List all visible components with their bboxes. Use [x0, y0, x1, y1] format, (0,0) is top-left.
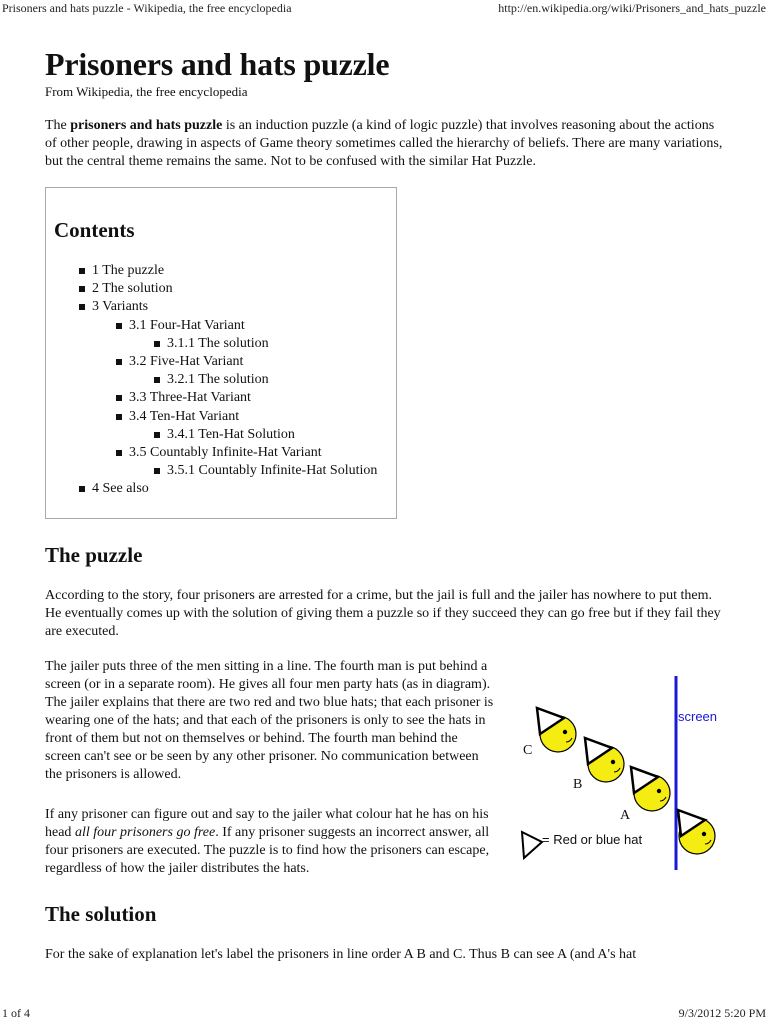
label-c: C [523, 743, 533, 758]
toc-item[interactable]: 3 Variants [46, 298, 396, 316]
prisoners-diagram-svg [515, 672, 740, 872]
intro-text-pre: The [45, 118, 71, 133]
p3-text-pre: If any prisoner can figure out and say to the jailer what colour hat he has on his head [45, 807, 489, 840]
screen-label: screen [678, 709, 718, 724]
section-heading-puzzle: The puzzle [45, 543, 143, 567]
eye-icon [702, 832, 706, 836]
section-heading-solution: The solution [45, 902, 157, 926]
article-title: Prisoners and hats puzzle [45, 46, 390, 82]
toc-item[interactable]: 3.4.1 Ten-Hat Solution [46, 426, 396, 444]
toc-item[interactable]: 3.2 Five-Hat Variant [46, 353, 396, 371]
label-b: B [573, 777, 583, 792]
prisoners-diagram [515, 672, 740, 872]
p3-italic: all four prisoners go free [74, 825, 216, 840]
toc-item[interactable]: 3.1 Four-Hat Variant [46, 317, 396, 335]
toc-item[interactable]: 3.5 Countably Infinite-Hat Variant [46, 444, 396, 462]
intro-bold-term: prisoners and hats puzzle [70, 118, 223, 133]
toc-title: Contents [54, 218, 135, 242]
label-a: A [620, 808, 631, 823]
eye-icon [657, 789, 661, 793]
print-page-url: http://en.wikipedia.org/wiki/Prisoners_and_hats_puzzle [498, 1, 766, 15]
eye-icon [563, 730, 567, 734]
intro-paragraph [45, 117, 725, 171]
print-page-number: 1 of 4 [2, 1006, 30, 1020]
prisoner-d [678, 810, 715, 854]
table-of-contents [45, 187, 397, 519]
toc-item[interactable]: 3.1.1 The solution [46, 335, 396, 353]
toc-item[interactable]: 3.4 Ten-Hat Variant [46, 408, 396, 426]
print-page-title: Prisoners and hats puzzle - Wikipedia, the free encyclopedia [2, 1, 292, 15]
puzzle-paragraph-3 [45, 806, 495, 878]
intro-text-post: is an induction puzzle (a kind of logic puzzle) that involves reasoning about the actions of other people, drawing in aspects of Game theory sometimes called the hierarchy of beliefs. There are many variations, but the central theme remains the same. Not to be confused with the similar Hat Puzzle. [45, 118, 723, 169]
print-header [0, 0, 768, 16]
prisoner-c [537, 708, 576, 752]
article-subtitle: From Wikipedia, the free encyclopedia [45, 84, 248, 99]
toc-item[interactable]: 3.5.1 Countably Infinite-Hat Solution [46, 462, 396, 480]
toc-item[interactable]: 3.3 Three-Hat Variant [46, 389, 396, 407]
print-footer [0, 1005, 768, 1021]
p3-text-post: . If any prisoner suggests an incorrect answer, all four prisoners are executed. The puzzle is to find how the prisoners can escape, regardless of how the jailer distributes the hats. [45, 825, 490, 876]
puzzle-paragraph-2: The jailer puts three of the men sitting in a line. The fourth man is put behind a screen (or in a separate room). He gives all four men party hats (as in diagram). The jailer explains that there are two red and two blue hats; that each prisoner is wearing one of the hats; and that each of the prisoners is only to see the hats in front of them but not on themselves or behind. The fourth man behind the screen can't see or be seen by any other prisoner. No communication between the prisoners is allowed. [45, 659, 494, 782]
legend-hat-icon [522, 832, 542, 858]
prisoner-a [631, 767, 670, 811]
puzzle-paragraph-1: According to the story, four prisoners are arrested for a crime, but the jail is full and the jailer has nowhere to put them. He eventually comes up with the solution of giving them a puzzle so if they succeed they can go free but if they fail they are executed. [45, 588, 721, 639]
toc-item[interactable]: 3.2.1 The solution [46, 371, 396, 389]
toc-list [46, 262, 396, 499]
legend-label: = Red or blue hat [542, 832, 643, 847]
solution-paragraph-1: For the sake of explanation let's label the prisoners in line order A B and C. Thus B can see A (and A's hat [45, 947, 637, 962]
eye-icon [611, 760, 615, 764]
prisoner-b [585, 738, 624, 782]
print-datetime: 9/3/2012 5:20 PM [678, 1006, 766, 1020]
toc-item[interactable]: 2 The solution [46, 280, 396, 298]
toc-item[interactable]: 4 See also [46, 480, 396, 498]
toc-item[interactable]: 1 The puzzle [46, 262, 396, 280]
